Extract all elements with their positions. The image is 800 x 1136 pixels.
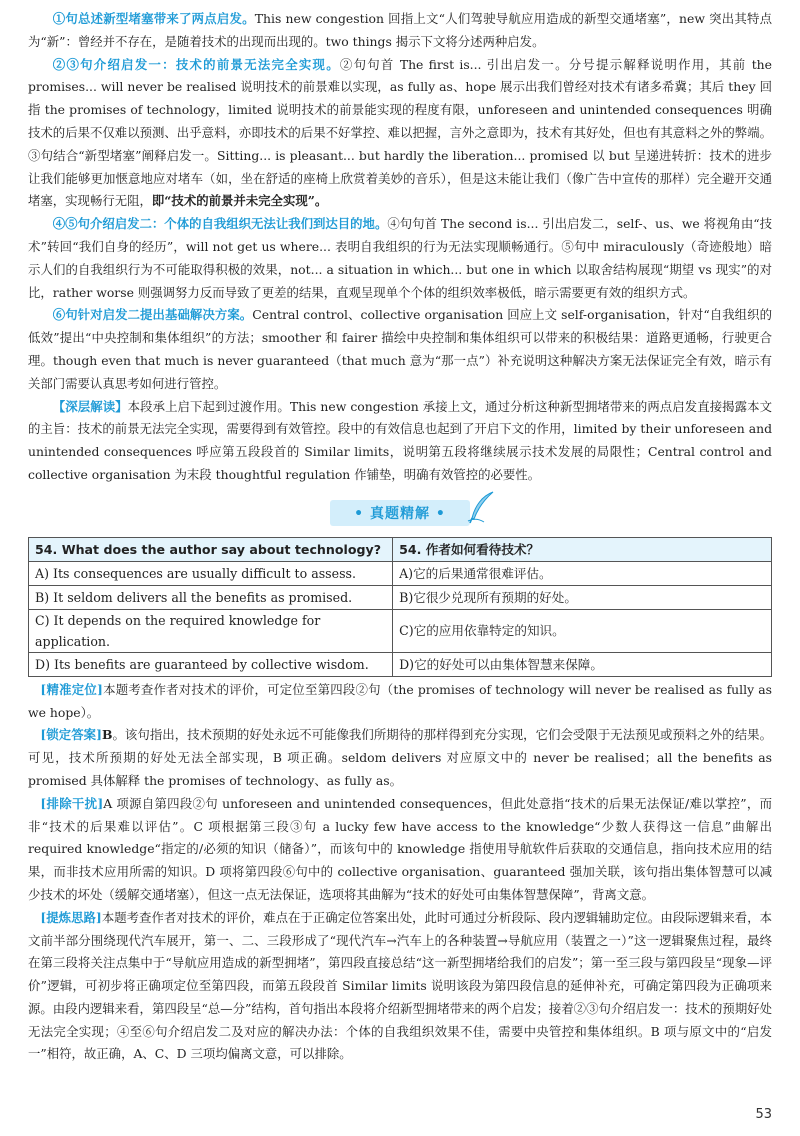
paragraph-3	[28, 213, 772, 304]
question-stem-zh	[393, 537, 772, 561]
answer-tag: [锁定答案]	[40, 727, 102, 743]
paragraph-1	[28, 8, 772, 54]
question-table	[28, 537, 772, 677]
question-stem-row	[29, 537, 772, 561]
exclude-body: A 项源自第四段②句 unforeseen and unintended consequences，但此处意指“技术的后果无法保证/难以掌控”，而非“技术的后果难以评估”。C 项根据第三段③句 a lucky few have access to the knowledge“少数人获得这一信息”曲解出 required knowledge“指定的/必须的知识（储备）”，而该句中的 knowledge 指使用导航软件后获取的交通信息，指向技术应用的结果，而非技术应用所需的知识。D 项将第四段⑥句中的 collective organisation、guaranteed 强加关联，该句指出集体智慧可以减少技术的坏处（缓解交通堵塞），但这一点无法保证，选项将其曲解为“技术的好处可由集体智慧保障”，背离文意。	[28, 795, 772, 902]
refine-analysis	[28, 907, 772, 1067]
question-stem-zh-text: 作者如何看待技术？	[425, 541, 540, 557]
locate-analysis	[28, 679, 772, 725]
page-content	[28, 8, 772, 1066]
option-d-en: D) Its benefits are guaranteed by collective wisdom.	[29, 652, 393, 676]
option-b-zh: B)它很少兑现所有预期的好处。	[393, 585, 772, 609]
option-b-en: B) It seldom delivers all the benefits as promised.	[29, 585, 393, 609]
option-row-d	[29, 652, 772, 676]
option-row-a	[29, 561, 772, 585]
option-row-c	[29, 609, 772, 652]
page-number: 53	[755, 1107, 772, 1122]
refine-body: 本题考查作者对技术的评价，难点在于正确定位答案出处，此时可通过分析段际、段内逻辑辅助定位。由段际逻辑来看，本文前半部分围绕现代汽车展开，第一、二、三段形成了“现代汽车→汽车上的各种装置→导航应用（装置之一）”这一逻辑聚焦过程，最终在第三段将关注点集中于“导航应用造成的新型拥堵”，第四段直接总结“这一新型拥堵给我们的启发”；第一至三段与第四段呈“现象—评价”逻辑，可初步将正确项定位至第四段，而第五段段首 Similar limits 说明该段为第四段信息的延伸补充，可确定第四段为正确项来源。由段内逻辑来看，第四段呈“总—分”结构，首句指出本段将介绍新型拥堵带来的两个启发；接着②③句介绍启发一：技术的预期好处无法完全实现；④至⑥句介绍启发二及对应的解决办法：个体的自我组织效果不佳，需要中央管控和集体组织。B 项与原文中的“启发一”相符，故正确，A、C、D 三项均偏离文意，可以排除。	[28, 909, 773, 1062]
paragraph-2-heading: ②③句介绍启发一：技术的前景无法完全实现。	[52, 56, 340, 72]
exclude-tag: [排除干扰]	[40, 795, 104, 811]
question-number-en: 54.	[35, 541, 58, 557]
exclude-analysis	[28, 793, 772, 907]
option-a-zh: A)它的后果通常很难评估。	[393, 561, 772, 585]
paragraph-4	[28, 304, 772, 395]
refine-tag: [提炼思路]	[40, 909, 102, 925]
paragraph-1-heading: ①句总述新型堵塞带来了两点启发。	[52, 11, 255, 26]
deep-reading-paragraph	[28, 396, 772, 487]
locate-body: 本题考查作者对技术的评价，可定位至第四段②句（the promises of technology will never be realised as fully as we hope）。	[28, 681, 772, 720]
answer-analysis	[28, 724, 772, 792]
answer-body: 。该句指出，技术预期的好处永远不可能像我们所期待的那样得到充分实现，它们会受限于无法预见或预料之外的结果。可见，技术所预期的好处无法全部实现，B 项正确。seldom delivers 对应原文中的 never be realised；all the benefits as promised 具体解释 the promises of technology、as fully as。	[28, 727, 772, 788]
option-row-b	[29, 585, 772, 609]
option-c-en: C) It depends on the required knowledge for application.	[29, 609, 393, 652]
deep-reading-body: 本段承上启下起到过渡作用。This new congestion 承接上文，通过分析这种新型拥堵带来的两点启发直接揭露本文的主旨：技术的前景无法完全实现，需要得到有效管控。段中的有效信息也起到了开启下文的作用，limited by their unforeseen and unintended consequences 呼应第五段段首的 Similar limits，说明第五段将继续展示技术发展的局限性；Central control and collective organisation 为末段 thoughtful regulation 作铺垫，明确有效管控的必要性。	[28, 398, 773, 482]
paragraph-3-heading: ④⑤句介绍启发二：个体的自我组织无法让我们到达目的地。	[52, 216, 388, 232]
section-banner	[28, 493, 772, 533]
option-d-zh: D)它的好处可以由集体智慧来保障。	[393, 652, 772, 676]
question-stem-en-text: What does the author say about technology?	[61, 541, 382, 557]
option-c-zh: C)它的应用依靠特定的知识。	[393, 609, 772, 652]
paragraph-4-heading: ⑥句针对启发二提出基础解决方案。	[52, 307, 253, 323]
paragraph-3-body: ④句句首 The second is... 引出启发二，self-、us、we 将视角由“技术”转回“我们自身的经历”，will not get us where... 表明自我组织的行为无法实现顺畅通行。⑤句中 miraculously（奇迹般地）暗示人们的自我组织行为不可能取得积极的效果，not... a situation in which... but one in which 以取舍结构展现“期望 vs 现实”的对比，rather worse 则强调努力反而导致了更差的结果，直观呈现单个个体的组织效率极低，暗示需要更有效的组织方式。	[28, 216, 772, 300]
section-banner-label	[330, 500, 470, 526]
quill-pen-icon	[466, 490, 496, 524]
section-banner-title: • 真题精解 •	[354, 505, 446, 522]
option-a-en: A) Its consequences are usually difficult to assess.	[29, 561, 393, 585]
question-stem-en	[29, 537, 393, 561]
paragraph-2-conclusion: 即“技术的前景并未完全实现”。	[151, 193, 328, 209]
paragraph-4-body: Central control、collective organisation 回应上文 self-organisation，针对“自我组织的低效”提出“中央控制和集体组织”的方法；smoother 和 fairer 描绘中央控制和集体组织可以带来的积极结果：道路更通畅，行驶更合理。though even that much is never guaranteed（that much 意为“那一点”）补充说明这种解决方案无法保证完全有效，暗示有关部门需要认真思考如何进行管控。	[28, 307, 772, 391]
paragraph-2-body: ②句句首 The first is... 引出启发一。分号提示解释说明作用，其前 the promises... will never be realised 说明技术的前景难以实现，as fully as、hope 展示出我们曾经对技术有诸多希冀；其后 they 回指 the promises of technology，limited 说明技术的前景能实现的程度有限，unforeseen and unintended consequences 明确技术的后果不仅难以预测、出乎意料，亦即技术的后果不好掌控、难以把握，言外之意即为，技术有其好处，但也有其意料之外的弊端。③句结合“新型堵塞”阐释启发一。Sitting... is pleasant... but hardly the liberation... promised 以 but 呈递进转折：技术的进步让我们能够更加惬意地应对堵车（如，坐在舒适的座椅上欣赏着美妙的音乐），但是这未能让我们（像广告中宣传的那样）完全避开交通堵塞，实现畅行无阻，	[28, 56, 772, 209]
paragraph-1-body: This new congestion 回指上文“人们驾驶导航应用造成的新型交通堵塞”，new 突出其特点为“新”：曾经并不存在，是随着技术的出现而出现的。two things 揭示下文将分述两种启发。	[28, 11, 772, 49]
deep-reading-tag: 【深层解读】	[52, 398, 128, 414]
locate-tag: [精准定位]	[40, 681, 103, 697]
paragraph-2	[28, 54, 772, 214]
question-number-zh: 54.	[399, 541, 422, 557]
answer-letter: B	[101, 727, 113, 743]
